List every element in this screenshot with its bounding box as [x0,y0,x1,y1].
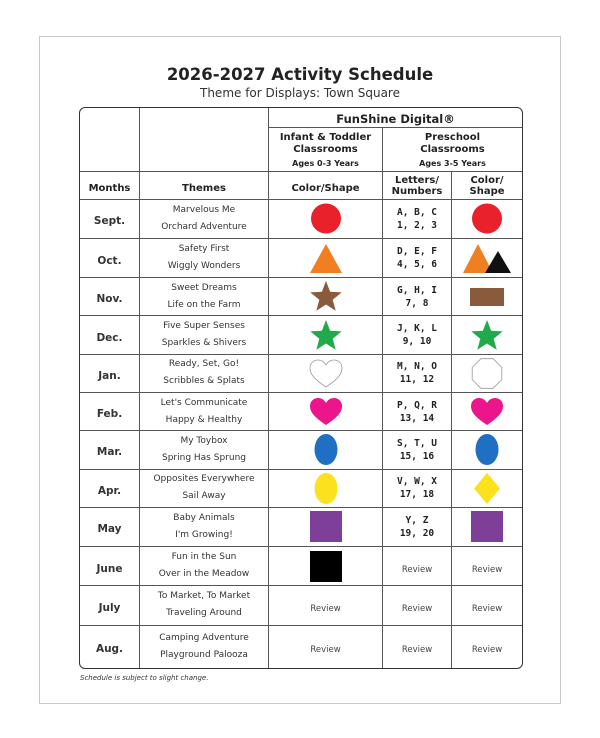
month-cell [80,547,140,586]
circle-shape-icon [308,202,344,235]
month-label: Feb. [96,408,123,421]
letters-numbers-cell [383,393,452,431]
preschool-group-ages: Ages 3-5 Years [419,158,486,168]
page-subtitle: Theme for Displays: Town Square [200,86,400,100]
review-label: Review [310,645,341,656]
theme-2: Playground Palooza [160,649,248,660]
month-cell [80,200,140,239]
letters-numbers-cell [383,626,452,668]
star-shape-icon [308,280,344,313]
themes-cell [140,316,269,354]
col-header-months-label: Months [88,183,131,195]
themes-cell [140,239,269,278]
col-header-themes [140,172,269,199]
month-cell [80,278,140,316]
letters-numbers-cell [383,200,452,239]
review-label: Review [401,564,433,575]
activity-schedule-table [79,107,523,669]
oval-shape-icon [313,433,339,466]
letters-label: D, E, F [396,246,438,258]
theme-1: Marvelous Me [172,204,236,215]
square-shape-icon [469,510,505,543]
numbers-label: 7, 8 [405,297,429,309]
theme-1: Five Super Senses [163,321,245,332]
numbers-label: 15, 16 [399,450,435,462]
infant-color-shape-cell [269,239,383,278]
theme-2: Life on the Farm [167,299,241,310]
circle-shape-icon [469,202,505,235]
review-label: Review [471,564,503,575]
themes-cell [140,547,269,586]
schedule-row [80,355,522,393]
col-header-themes-label: Themes [182,183,226,195]
themes-cell [140,508,269,547]
infant-color-shape-cell [269,626,383,668]
theme-2: Spring Has Sprung [162,452,246,463]
themes-cell [140,586,269,625]
infant-color-shape-cell [269,278,383,316]
schedule-row [80,393,522,431]
star-shape-icon [308,319,344,352]
heart-shape-icon [469,395,505,428]
infant-color-shape-cell [269,200,383,239]
preschool-color-shape-cell [452,239,522,278]
letters-numbers-cell [383,508,452,547]
themes-cell [140,470,269,508]
themes-cell [140,431,269,469]
col-header-letters-numbers [383,172,452,199]
preschool-color-shape-cell [452,508,522,547]
square-shape-icon [308,550,344,583]
themes-cell [140,200,269,239]
preschool-color-shape-cell [452,393,522,431]
infant-group-header [269,128,383,172]
month-label: May [97,523,122,536]
theme-2: Sail Away [182,491,226,502]
schedule-row [80,200,522,239]
theme-1: Ready, Set, Go! [168,359,240,370]
col-header-months [80,172,140,199]
triangle-shape-icon [308,242,344,275]
preschool-color-shape-cell [452,547,522,586]
numbers-label: 17, 18 [399,489,435,501]
oval-shape-icon [474,433,500,466]
infant-color-shape-cell [269,547,383,586]
schedule-row [80,508,522,547]
preschool-group-header [383,128,522,172]
heart-outline-shape-icon [308,357,344,390]
letters-numbers-cell [383,431,452,469]
theme-1: To Market, To Market [157,591,251,602]
month-cell [80,470,140,508]
letters-label: M, N, O [396,361,438,373]
month-label: June [96,562,123,575]
theme-1: Let's Communicate [160,397,248,408]
month-cell [80,586,140,625]
theme-1: Safety First [178,244,230,255]
letters-label: Y, Z [405,514,429,526]
preschool-color-shape-cell [452,626,522,668]
theme-2: Sparkles & Shivers [161,338,247,349]
month-label: Dec. [96,331,123,344]
infant-color-shape-cell [269,431,383,469]
numbers-label: 4, 5, 6 [396,259,438,271]
review-label: Review [401,603,433,614]
month-label: Mar. [96,446,123,459]
infant-group-title-line1: Infant & Toddler [279,131,372,143]
schedule-row [80,586,522,625]
schedule-row [80,547,522,586]
theme-1: My Toybox [180,435,228,446]
month-label: Aug. [95,643,124,656]
month-cell [80,316,140,354]
preschool-color-shape-cell [452,470,522,508]
col-header-pre-color-line1: Color/ [470,174,504,186]
themes-cell [140,393,269,431]
themes-cell [140,626,269,668]
col-header-letters-line1: Letters/ [394,174,440,186]
letters-numbers-cell [383,355,452,393]
brand-header [269,108,522,128]
infant-color-shape-cell [269,316,383,354]
two-triangles-shape-icon [463,242,511,275]
numbers-label: 9, 10 [402,336,432,348]
infant-group-title-line2: Classrooms [293,143,358,155]
numbers-label: 11, 12 [399,374,435,386]
theme-2: Orchard Adventure [161,221,247,232]
col-header-infant-color-shape-label: Color/Shape [291,183,360,195]
month-cell [80,431,140,469]
month-label: Sept. [93,215,126,228]
theme-1: Sweet Dreams [171,282,237,293]
schedule-row [80,239,522,278]
col-header-preschool-color-shape [452,172,522,199]
letters-label: S, T, U [396,437,438,449]
page-title: 2026-2027 Activity Schedule [166,65,434,84]
review-label: Review [310,603,341,614]
month-label: Jan. [98,369,121,382]
infant-color-shape-cell [269,586,383,625]
numbers-label: 1, 2, 3 [396,219,438,231]
preschool-color-shape-cell [452,586,522,625]
col-header-infant-color-shape [269,172,383,199]
month-label: Apr. [97,484,122,497]
preschool-color-shape-cell [452,278,522,316]
letters-numbers-cell [383,316,452,354]
month-cell [80,355,140,393]
blank-header-cell [140,108,269,172]
letters-label: A, B, C [396,206,438,218]
themes-cell [140,355,269,393]
preschool-color-shape-cell [452,200,522,239]
letters-label: P, Q, R [396,399,438,411]
month-label: Oct. [97,254,122,267]
infant-color-shape-cell [269,393,383,431]
month-cell [80,393,140,431]
theme-1: Camping Adventure [159,632,249,643]
theme-2: Scribbles & Splats [163,376,245,387]
theme-2: Wiggly Wonders [167,261,241,272]
heart-shape-icon [308,395,344,428]
schedule-row [80,626,522,668]
letters-numbers-cell [383,547,452,586]
numbers-label: 13, 14 [399,412,435,424]
oval-shape-icon [313,472,339,505]
numbers-label: 19, 20 [399,527,435,539]
theme-1: Opposites Everywhere [153,474,255,485]
octagon-outline-shape-icon [469,357,505,390]
footnote: Schedule is subject to slight change. [80,674,209,682]
letters-label: J, K, L [396,323,438,335]
themes-cell [140,278,269,316]
theme-1: Baby Animals [173,512,235,523]
letters-label: G, H, I [396,284,438,296]
letters-numbers-cell [383,470,452,508]
infant-color-shape-cell [269,355,383,393]
letters-numbers-cell [383,586,452,625]
infant-color-shape-cell [269,508,383,547]
star-shape-icon [469,319,505,352]
blank-corner-cell [80,108,140,172]
diamond-shape-icon [473,472,501,505]
preschool-color-shape-cell [452,431,522,469]
preschool-color-shape-cell [452,355,522,393]
rectangle-shape-icon [469,287,505,307]
preschool-group-title-line1: Preschool [424,131,481,143]
theme-2: Traveling Around [166,608,242,619]
review-label: Review [471,645,503,656]
schedule-row [80,431,522,469]
col-header-letters-line2: Numbers [391,185,443,197]
month-cell [80,626,140,668]
review-label: Review [471,603,503,614]
schedule-row [80,278,522,316]
infant-color-shape-cell [269,470,383,508]
theme-2: Happy & Healthy [165,414,243,425]
review-label: Review [401,645,433,656]
theme-1: Fun in the Sun [171,552,237,563]
col-header-pre-color-line2: Shape [469,185,505,197]
letters-numbers-cell [383,278,452,316]
theme-2: Over in the Meadow [158,569,250,580]
month-label: July [98,601,121,614]
preschool-group-title-line2: Classrooms [420,143,485,155]
month-cell [80,508,140,547]
letters-numbers-cell [383,239,452,278]
letters-label: V, W, X [396,476,438,488]
month-cell [80,239,140,278]
brand-name: FunShine Digital® [336,112,455,127]
theme-2: I'm Growing! [175,529,233,540]
square-shape-icon [308,510,344,543]
preschool-color-shape-cell [452,316,522,354]
month-label: Nov. [96,293,123,306]
schedule-row [80,470,522,508]
infant-group-ages: Ages 0-3 Years [292,158,359,168]
schedule-row [80,316,522,354]
